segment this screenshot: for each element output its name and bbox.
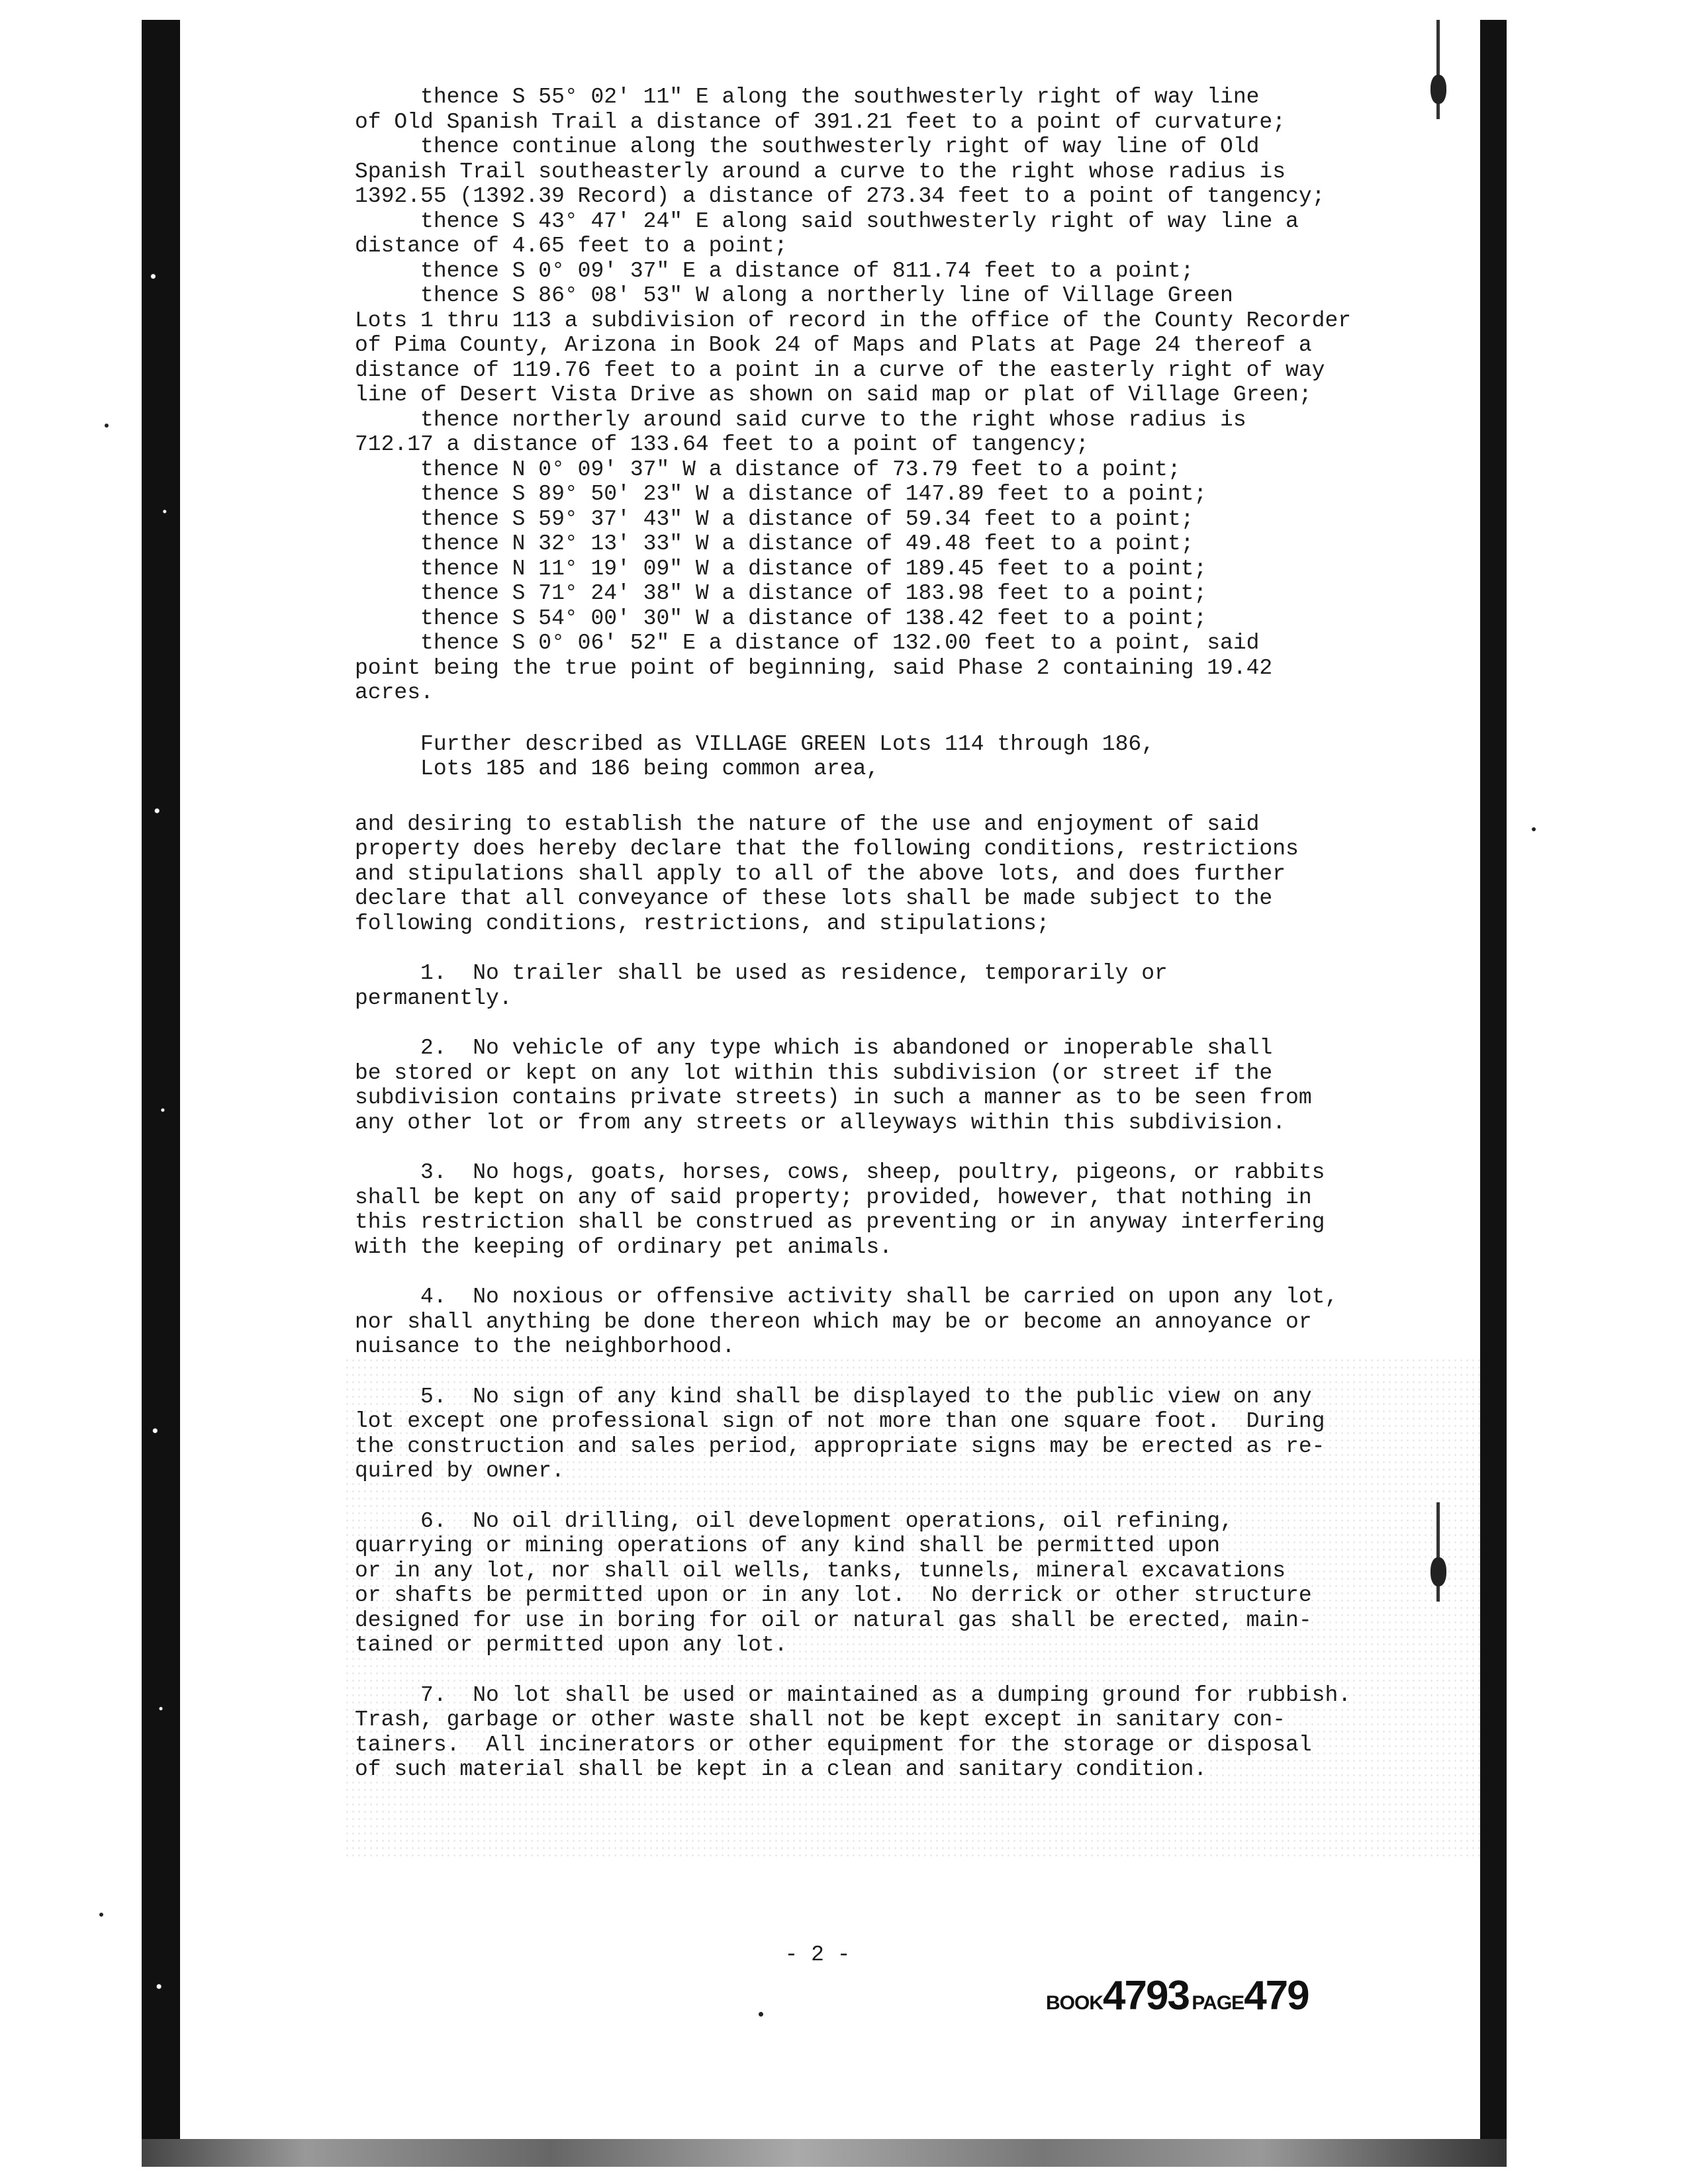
book-label: BOOK xyxy=(1046,1992,1103,2014)
declaration-line: property does hereby declare that the following conditions, restrictions xyxy=(355,837,1299,861)
description-line: thence S 0° 09' 37" E a distance of 811.74 feet to a point; xyxy=(355,258,1194,283)
restriction-line: quarrying or mining operations of any kind shall be permitted upon xyxy=(355,1533,1221,1558)
further-line: Lots 185 and 186 being common area, xyxy=(355,756,880,781)
description-line: thence N 32° 13' 33" W a distance of 49.48 feet to a point; xyxy=(355,531,1194,556)
description-line: Lots 1 thru 113 a subdivision of record in the office of the County Recorder xyxy=(355,308,1352,333)
restriction-line: 4. No noxious or offensive activity shall be carried on upon any lot, xyxy=(355,1285,1338,1309)
restriction-line: nor shall anything be done thereon which may be or become an annoyance or xyxy=(355,1309,1312,1334)
restriction-line: 5. No sign of any kind shall be displayed to the public view on any xyxy=(355,1384,1312,1409)
description-line: distance of 119.76 feet to a point in a curve of the easterly right of way xyxy=(355,357,1325,383)
restriction-line: any other lot or from any streets or alleyways within this subdivision. xyxy=(355,1110,1286,1135)
restriction-line: 7. No lot shall be used or maintained as a dumping ground for rubbish. xyxy=(355,1682,1352,1707)
scan-bottom-edge xyxy=(142,2139,1507,2167)
legal-description xyxy=(355,85,1374,705)
restriction-line: this restriction shall be construed as preventing or in anyway interfering xyxy=(355,1210,1325,1234)
description-line: thence N 0° 09' 37" W a distance of 73.79 feet to a point; xyxy=(355,457,1181,482)
description-line: thence S 71° 24' 38" W a distance of 183.98 feet to a point; xyxy=(355,581,1207,606)
restriction-line: lot except one professional sign of not more than one square foot. During xyxy=(355,1409,1325,1433)
restriction-line: Trash, garbage or other waste shall not be kept except in sanitary con- xyxy=(355,1707,1286,1732)
declaration-line: and stipulations shall apply to all of the above lots, and does further xyxy=(355,861,1286,886)
declaration-line: and desiring to establish the nature of the use and enjoyment of said xyxy=(355,811,1260,837)
further-line: Further described as VILLAGE GREEN Lots 114 through 186, xyxy=(355,731,1155,756)
restriction-line: 6. No oil drilling, oil development operations, oil refining, xyxy=(355,1508,1233,1533)
restriction-line: of such material shall be kept in a clean and sanitary condition. xyxy=(355,1757,1207,1782)
restriction-item xyxy=(355,1160,1374,1259)
description-line: thence S 43° 47' 24" E along said southwesterly right of way line a xyxy=(355,208,1299,234)
restriction-line: shall be kept on any of said property; provided, however, that nothing in xyxy=(355,1185,1312,1210)
description-line: acres. xyxy=(355,680,434,705)
restriction-line: tainers. All incinerators or other equipment for the storage or disposal xyxy=(355,1732,1312,1757)
description-line: thence S 59° 37' 43" W a distance of 59.34 feet to a point; xyxy=(355,506,1194,531)
declaration-line: declare that all conveyance of these lots shall be made subject to the xyxy=(355,886,1273,911)
description-line: 712.17 a distance of 133.64 feet to a point of tangency; xyxy=(355,432,1089,457)
restriction-line: 2. No vehicle of any type which is abandoned or inoperable shall xyxy=(355,1036,1273,1060)
restriction-line: subdivision contains private streets) in such a manner as to be seen from xyxy=(355,1085,1312,1110)
restriction-line: be stored or kept on any lot within this subdivision (or street if the xyxy=(355,1060,1273,1085)
scan-dot xyxy=(1532,827,1536,831)
description-line: thence S 0° 06' 52" E a distance of 132.00 feet to a point, said xyxy=(355,631,1260,655)
lot-description xyxy=(355,732,1374,782)
book-number: 4793 xyxy=(1103,1973,1189,2019)
book-page-stamp xyxy=(1046,1972,1309,2019)
restriction-line: or shafts be permitted upon or in any lot. No derrick or other structure xyxy=(355,1583,1312,1608)
restriction-line: quired by owner. xyxy=(355,1459,565,1483)
description-line: line of Desert Vista Drive as shown on said map or plat of Village Green; xyxy=(355,383,1312,407)
restriction-line: tained or permitted upon any lot. xyxy=(355,1633,788,1657)
restriction-line: or in any lot, nor shall oil wells, tanks, tunnels, mineral excavations xyxy=(355,1558,1286,1583)
restriction-line: 1. No trailer shall be used as residence, temporarily or xyxy=(355,961,1168,985)
page-label: PAGE xyxy=(1192,1992,1244,2014)
binding-mark-middle xyxy=(1429,1502,1448,1602)
description-line: point being the true point of beginning, said Phase 2 containing 19.42 xyxy=(355,655,1273,680)
description-line: thence S 54° 00' 30" W a distance of 138.42 feet to a point; xyxy=(355,606,1207,631)
description-line: Spanish Trail southeasterly around a curve to the right whose radius is xyxy=(355,159,1286,184)
description-line: of Old Spanish Trail a distance of 391.21 feet to a point of curvature; xyxy=(355,109,1286,134)
restriction-line: permanently. xyxy=(355,985,512,1011)
scan-left-edge xyxy=(142,20,180,2158)
restriction-line: designed for use in boring for oil or natural gas shall be erected, main- xyxy=(355,1608,1312,1633)
scan-dot xyxy=(759,2012,763,2017)
restriction-line: the construction and sales period, appropriate signs may be erected as re- xyxy=(355,1433,1325,1459)
description-line: thence northerly around said curve to the right whose radius is xyxy=(355,407,1246,432)
page-ref: 479 xyxy=(1244,1973,1309,2019)
restriction-line: with the keeping of ordinary pet animals. xyxy=(355,1234,892,1259)
declaration-line: following conditions, restrictions, and stipulations; xyxy=(355,911,1050,936)
description-line: thence N 11° 19' 09" W a distance of 189.45 feet to a point; xyxy=(355,556,1207,581)
restriction-line: 3. No hogs, goats, horses, cows, sheep, poultry, pigeons, or rabbits xyxy=(355,1160,1325,1185)
scan-right-edge xyxy=(1480,20,1507,2158)
description-line: 1392.55 (1392.39 Record) a distance of 273.34 feet to a point of tangency; xyxy=(355,184,1325,208)
document-body xyxy=(355,85,1374,1782)
description-line: of Pima County, Arizona in Book 24 of Maps and Plats at Page 24 thereof a xyxy=(355,333,1312,357)
description-line: thence continue along the southwesterly right of way line of Old xyxy=(355,134,1260,159)
restrictions-list xyxy=(355,936,1374,1782)
description-line: thence S 89° 50' 23" W a distance of 147.89 feet to a point; xyxy=(355,482,1207,506)
description-line: thence S 86° 08' 53" W along a northerly line of Village Green xyxy=(355,283,1233,308)
restriction-line: nuisance to the neighborhood. xyxy=(355,1334,735,1359)
page-number: - 2 - xyxy=(784,1942,851,1967)
restriction-item xyxy=(355,1285,1374,1359)
restriction-item xyxy=(355,1509,1374,1658)
binding-mark-top xyxy=(1429,20,1448,119)
scan-dot xyxy=(105,424,109,428)
description-line: thence S 55° 02' 11" E along the southwesterly right of way line xyxy=(355,85,1260,109)
scan-dot xyxy=(99,1913,103,1917)
description-line: distance of 4.65 feet to a point; xyxy=(355,234,788,258)
restriction-item xyxy=(355,1036,1374,1135)
restriction-item xyxy=(355,1683,1374,1782)
declaration-paragraph xyxy=(355,812,1374,936)
restriction-item xyxy=(355,961,1374,1011)
restriction-item xyxy=(355,1385,1374,1484)
